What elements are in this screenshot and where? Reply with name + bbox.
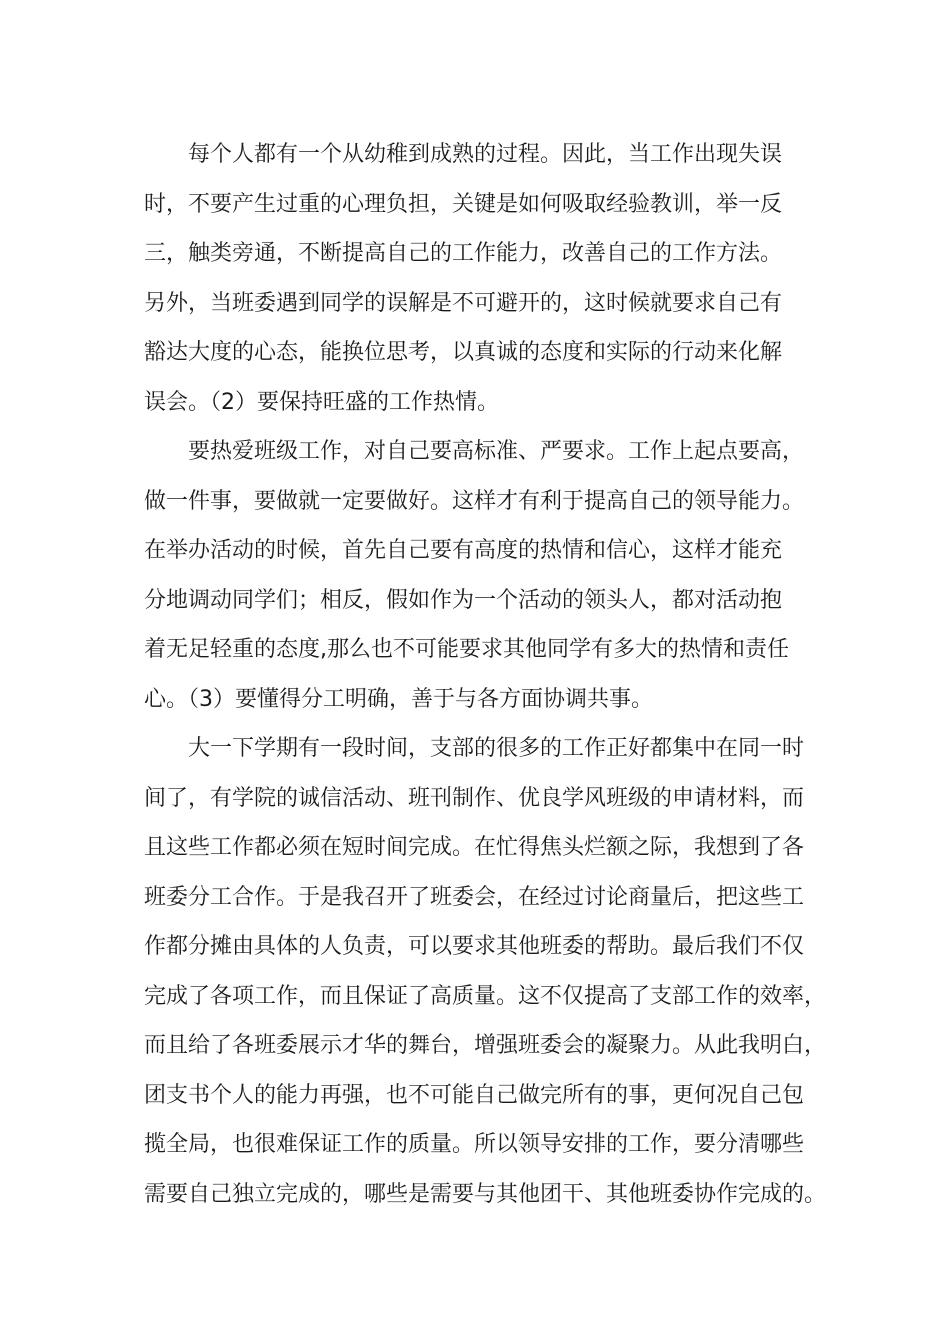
text-line: 每个人都有一个从幼稚到成熟的过程。因此，当工作出现失误 [188,142,783,167]
text-line: 需要自己独立完成的，哪些是需要与其他团干、其他班委协作完成的。 [144,1181,827,1207]
paragraph-3 [144,724,834,1219]
text-line: 在举办活动的时候，首先自己要有高度的热情和信心，这样才能充 [144,538,783,563]
text-line: 作都分摊由具体的人负责，可以要求其他班委的帮助。最后我们不仅 [144,934,805,959]
text-line: 做一件事，要做就一定要做好。这样才有利于提高自己的领导能力。 [144,488,805,514]
text-line: 误会。（2）要保持旺盛的工作热情。 [144,389,499,415]
paragraph-1 [144,130,834,427]
text-line: 大一下学期有一段时间，支部的很多的工作正好都集中在同一时 [188,736,805,761]
text-line: 班委分工合作。于是我召开了班委会，在经过讨论商量后，把这些工 [144,884,805,910]
text-line: 而且给了各班委展示才华的舞台，增强班委会的凝聚力。从此我明白， [144,1033,827,1058]
text-line: 另外，当班委遇到同学的误解是不可避开的，这时候就要求自己有 [144,290,783,316]
document-body [144,130,834,1219]
text-line: 且这些工作都必须在短时间完成。在忙得焦头烂额之际，我想到了各 [144,835,805,860]
text-line: 完成了各项工作，而且保证了高质量。这不仅提高了支部工作的效率， [144,983,827,1009]
text-line: 心。（3）要懂得分工明确，善于与各方面协调共事。 [144,686,653,712]
text-line: 三，触类旁通，不断提高自己的工作能力，改善自己的工作方法。 [144,241,783,266]
text-line: 要热爱班级工作，对自己要高标准、严要求。工作上起点要高， [188,439,805,464]
text-line: 揽全局，也很难保证工作的质量。所以领导安排的工作，要分清哪些 [144,1132,805,1157]
text-line: 时，不要产生过重的心理负担，关键是如何吸取经验教训，举一反 [144,191,783,217]
text-line: 团支书个人的能力再强，也不可能自己做完所有的事，更何况自己包 [144,1082,805,1108]
paragraph-2 [144,427,834,724]
text-line: 间了，有学院的诚信活动、班刊制作、优良学风班级的申请材料，而 [144,785,805,811]
text-line: 着无足轻重的态度,那么也不可能要求其他同学有多大的热情和责任 [144,637,789,662]
text-line: 分地调动同学们；相反，假如作为一个活动的领头人，都对活动抱 [144,587,783,613]
text-line: 豁达大度的心态，能换位思考，以真诚的态度和实际的行动来化解 [144,340,783,365]
